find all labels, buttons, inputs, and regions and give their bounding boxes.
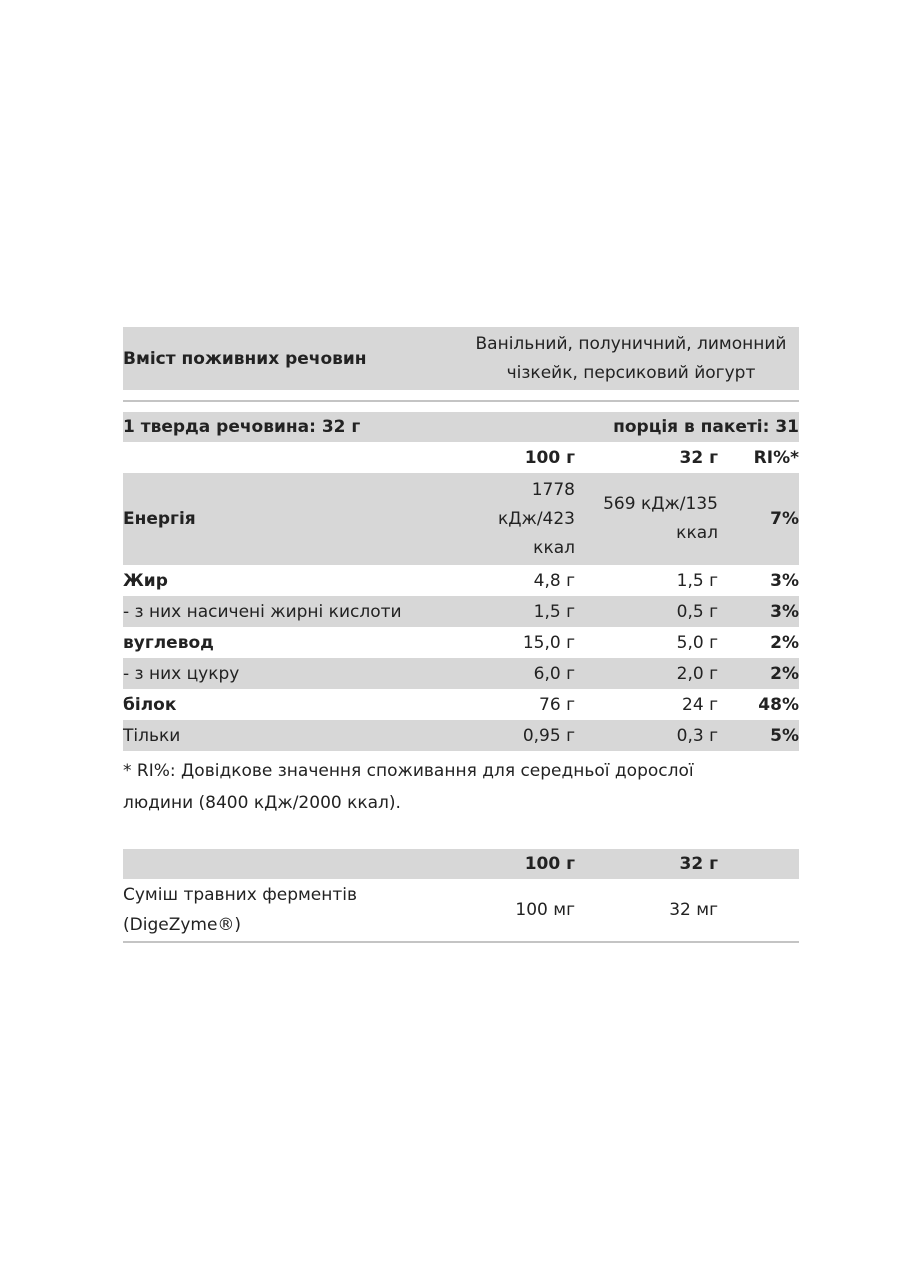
nutrient-per-32g: 1,5 г (676, 570, 718, 591)
table-row (123, 720, 799, 751)
nutrient-per-32g: 5,0 г (676, 632, 718, 653)
energy-ri: 7% (770, 508, 799, 529)
nutrient-ri: 2% (770, 632, 799, 653)
energy-per-100g-line-3: ккал (533, 537, 575, 558)
energy-label: Енергія (123, 508, 196, 529)
table-row (123, 658, 799, 689)
divider (123, 941, 799, 943)
enzyme-name-line-1: Суміш травних ферментів (123, 885, 358, 905)
table-title: Вміст поживних речовин (123, 348, 367, 369)
nutrient-ri: 48% (758, 694, 799, 715)
nutrient-ri: 3% (770, 601, 799, 622)
energy-per-32g-line-2: ккал (676, 523, 718, 543)
nutrient-per-32g: 24 г (682, 694, 718, 715)
nutrient-per-32g: 2,0 г (676, 663, 718, 684)
ri-footnote: * RI%: Довідкове значення споживання для середньої дорослої людини (8400 кДж/2000 ккал). (123, 761, 694, 813)
enzyme-per-32g: 32 мг (669, 900, 718, 920)
nutrition-facts (123, 327, 799, 943)
nutrient-name: - з них цукру (123, 663, 240, 684)
serving-row (123, 412, 799, 442)
nutrient-per-100g: 4,8 г (533, 570, 575, 591)
header-row (123, 327, 799, 390)
energy-per-32g (575, 490, 718, 548)
spacer (123, 390, 799, 400)
energy-per-32g-line-1: 569 кДж/135 (603, 494, 718, 514)
nutrient-per-100g: 6,0 г (533, 663, 575, 684)
nutrient-ri: 2% (770, 663, 799, 684)
column-header-100g: 100 г (524, 447, 575, 468)
enzyme-header-row (123, 849, 799, 879)
spacer (123, 402, 799, 412)
flavors-line-2: чізкейк, персиковий йогурт (506, 362, 756, 383)
nutrient-name: Тільки (123, 725, 181, 746)
column-header-32g: 32 г (679, 447, 718, 468)
nutrient-per-100g: 15,0 г (522, 632, 575, 653)
flavors (423, 330, 799, 388)
energy-per-100g-line-1: 1778 (531, 479, 575, 500)
nutrient-per-32g: 0,3 г (676, 725, 718, 746)
enzyme-table (123, 849, 799, 943)
energy-row (123, 473, 799, 565)
nutrient-ri: 3% (770, 570, 799, 591)
energy-per-100g-line-2: кДж/423 (497, 508, 575, 529)
enzyme-name-line-2: (DigeZyme®) (123, 915, 242, 935)
enzyme-per-100g: 100 мг (515, 900, 575, 920)
table-row (123, 596, 799, 627)
enzyme-header-32g: 32 г (679, 854, 718, 874)
nutrient-ri: 5% (770, 725, 799, 746)
nutrient-per-100g: 1,5 г (533, 601, 575, 622)
enzyme-header-100g: 100 г (524, 854, 575, 874)
nutrient-name: вуглевод (123, 632, 214, 653)
nutrient-per-100g: 76 г (539, 694, 575, 715)
nutrient-per-32g: 0,5 г (676, 601, 718, 622)
nutrient-name: - з них насичені жирні кислоти (123, 601, 402, 622)
portions-label: порція в пакеті: 31 (613, 417, 799, 437)
table-row (123, 627, 799, 658)
spacer (123, 819, 799, 849)
nutrient-name: білок (123, 694, 177, 715)
solid-size-label: 1 тверда речовина: 32 г (123, 417, 361, 437)
nutrient-per-100g: 0,95 г (522, 725, 575, 746)
energy-per-100g (423, 476, 575, 563)
table-row (123, 565, 799, 596)
table-row (123, 689, 799, 720)
column-header-ri: RI%* (753, 447, 799, 468)
enzyme-name (123, 880, 423, 940)
flavors-line-1: Ванільний, полуничний, лимонний (475, 333, 787, 354)
column-header-row (123, 442, 799, 473)
enzyme-row (123, 879, 799, 941)
nutrient-name: Жир (123, 570, 168, 591)
